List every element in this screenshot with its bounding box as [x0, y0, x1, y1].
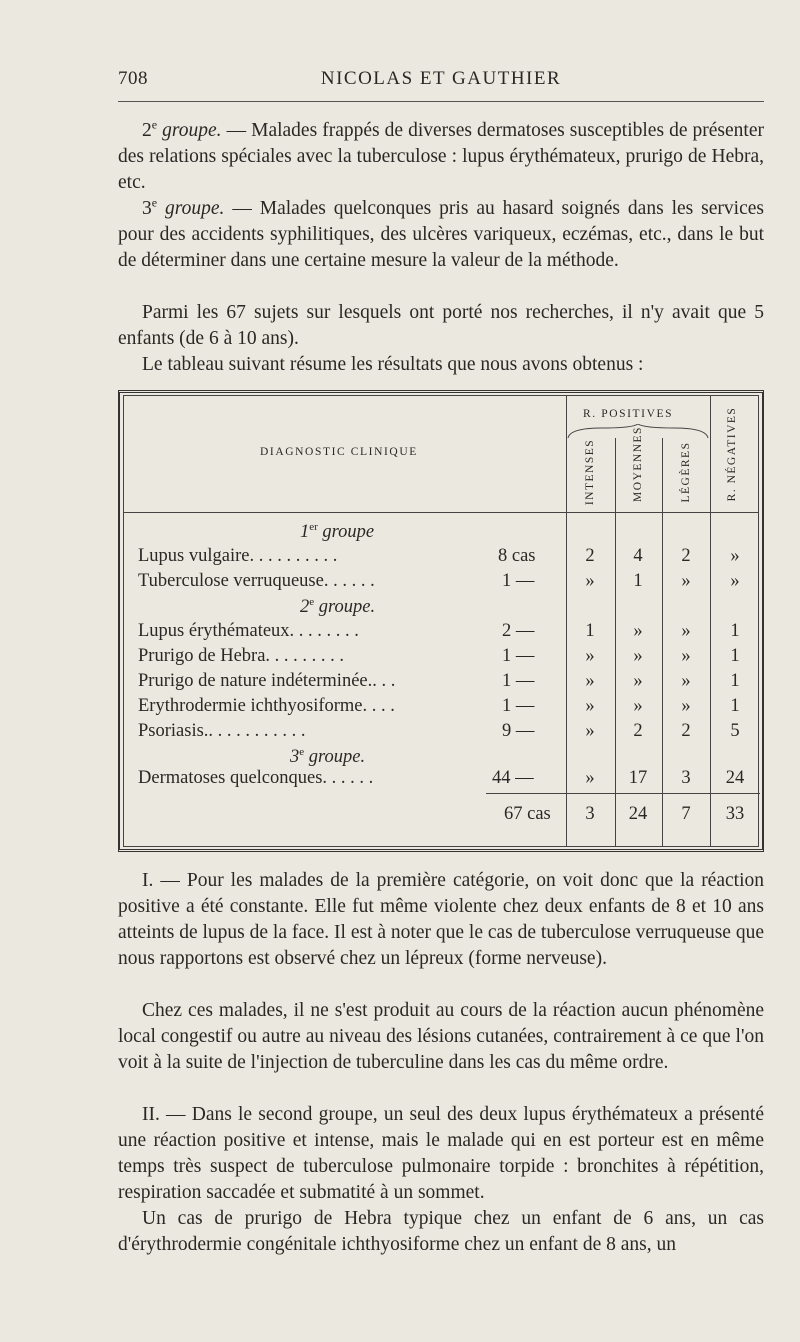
paragraph-table-intro: Le tableau suivant résume les résultats que nous avons obtenus : — [142, 354, 644, 375]
col-line-moyennes — [615, 438, 616, 846]
row-label: Lupus vulgaire. . . . . . . . . . — [138, 546, 338, 566]
row-cases: 2 — — [502, 621, 535, 641]
total-moyennes: 24 — [628, 804, 648, 824]
row-legeres: » — [681, 571, 691, 591]
paragraph-group-2: 2e groupe. — Malades frappés de diverses dermatoses susceptibles de présenter des relations spéciales avec la tuberculose : lupus érythémateux, prurigo de Hebra, etc. — [118, 117, 764, 193]
row-intenses: » — [585, 646, 595, 666]
col-header-intenses: INTENSES — [584, 438, 596, 506]
group-2-label: 2e groupe. — [300, 596, 376, 618]
total-legeres: 7 — [681, 804, 691, 824]
col-header-moyennes: MOYENNES — [632, 426, 644, 502]
group-3-label: 3e groupe. — [290, 746, 366, 768]
row-legeres: 2 — [681, 546, 691, 566]
row-label: Dermatoses quelconques. . . . . . — [138, 768, 374, 788]
paragraph-group-3: 3e groupe. — Malades quelconques pris au hasard soignés dans les services pour des accidents syphilitiques, des ulcères variqueux, eczémas, etc., dans le but de déterminer dans une certaine mesure la valeur de la méthode. — [118, 195, 764, 271]
row-moyennes: 4 — [633, 546, 643, 566]
row-cases: 44 — — [492, 768, 534, 788]
total-intenses: 3 — [585, 804, 595, 824]
row-legeres: » — [681, 621, 691, 641]
row-cases: 1 — — [502, 671, 535, 691]
paragraph-ii: II. — Dans le second groupe, un seul des deux lupus érythémateux a présenté une réaction positive et intense, mais le malade qui en est porteur est en même temps très suspect de tuberculose pulmonaire torpide : bronchites à répétition, respiration saccadée et submatité à un sommet. — [118, 1104, 764, 1203]
row-label: Psoriasis.. . . . . . . . . . . — [138, 721, 306, 741]
row-cases: 1 — — [502, 696, 535, 716]
row-intenses: 2 — [585, 546, 595, 566]
row-negatives: » — [730, 571, 740, 591]
running-title: NICOLAS ET GAUTHIER — [320, 68, 562, 89]
row-cases: 1 — — [502, 646, 535, 666]
row-label: Lupus érythémateux. . . . . . . . — [138, 621, 359, 641]
row-moyennes: 2 — [633, 721, 643, 741]
row-moyennes: » — [633, 671, 643, 691]
row-moyennes: » — [633, 696, 643, 716]
row-intenses: » — [585, 721, 595, 741]
paragraph-malades: Chez ces malades, il ne s'est produit au cours de la réaction aucun phénomène local congestif ou autre au niveau des lésions cutanées, contrairement à ce que l'on voit à la suite de l'injection de tuberculine dans les cas du même ordre. — [118, 1000, 764, 1073]
paragraph-i: I. — Pour les malades de la première catégorie, on voit donc que la réaction positive a été constante. Elle fut même violente chez deux enfants de 8 et 10 ans atteints de lupus de la face. Il est à noter que le cas de tuberculose verruqueuse que nous rapportons est observé chez un lépreux (forme nerveuse). — [118, 870, 764, 969]
row-negatives: » — [730, 546, 740, 566]
row-legeres: » — [681, 671, 691, 691]
col-header-legeres: LÉGÈRES — [680, 441, 692, 503]
row-cases: 9 — — [502, 721, 535, 741]
page-number: 708 — [118, 68, 148, 89]
row-intenses: » — [585, 768, 595, 788]
row-moyennes: » — [633, 621, 643, 641]
row-negatives: 1 — [730, 646, 740, 666]
row-negatives: 1 — [730, 621, 740, 641]
row-label: Prurigo de Hebra. . . . . . . . . — [138, 646, 345, 666]
row-cases: 8 cas — [498, 546, 536, 566]
row-intenses: » — [585, 696, 595, 716]
row-legeres: » — [681, 696, 691, 716]
page-header — [118, 66, 764, 96]
col-header-positives: R. POSITIVES — [583, 408, 674, 420]
totals-rule — [486, 793, 760, 794]
paragraph-subjects: Parmi les 67 sujets sur lesquels ont porté nos recherches, il n'y avait que 5 enfants (de 6 à 10 ans). — [118, 302, 764, 349]
row-negatives: 5 — [730, 721, 740, 741]
header-bottom-rule — [124, 512, 758, 513]
row-legeres: » — [681, 646, 691, 666]
col-header-negatives: R. NÉGATIVES — [726, 406, 738, 502]
results-table — [118, 390, 764, 852]
row-negatives: 1 — [730, 671, 740, 691]
row-label: Prurigo de nature indéterminée.. . . — [138, 671, 396, 691]
total-cases: 67 cas — [504, 804, 551, 824]
col-header-diagnostic: DIAGNOSTIC CLINIQUE — [260, 446, 418, 458]
paragraph-prurigo: Un cas de prurigo de Hebra typique chez un enfant de 6 ans, un cas d'érythrodermie congénitale ichthyosiforme chez un enfant de 8 ans, un — [118, 1208, 764, 1255]
row-label: Erythrodermie ichthyosiforme. . . . — [138, 696, 395, 716]
row-intenses: » — [585, 571, 595, 591]
group-1-label: 1er groupe — [300, 521, 375, 543]
header-rule — [118, 101, 764, 102]
row-moyennes: » — [633, 646, 643, 666]
row-legeres: 2 — [681, 721, 691, 741]
row-moyennes: 1 — [633, 571, 643, 591]
row-negatives: 24 — [725, 768, 745, 788]
col-line-legeres — [662, 438, 663, 846]
total-negatives: 33 — [725, 804, 745, 824]
row-intenses: 1 — [585, 621, 595, 641]
row-cases: 1 — — [502, 571, 535, 591]
row-label: Tuberculose verruqueuse. . . . . . — [138, 571, 375, 591]
col-line-intenses — [566, 396, 567, 846]
row-moyennes: 17 — [628, 768, 648, 788]
col-line-negatives — [710, 396, 711, 846]
row-intenses: » — [585, 671, 595, 691]
row-legeres: 3 — [681, 768, 691, 788]
row-negatives: 1 — [730, 696, 740, 716]
